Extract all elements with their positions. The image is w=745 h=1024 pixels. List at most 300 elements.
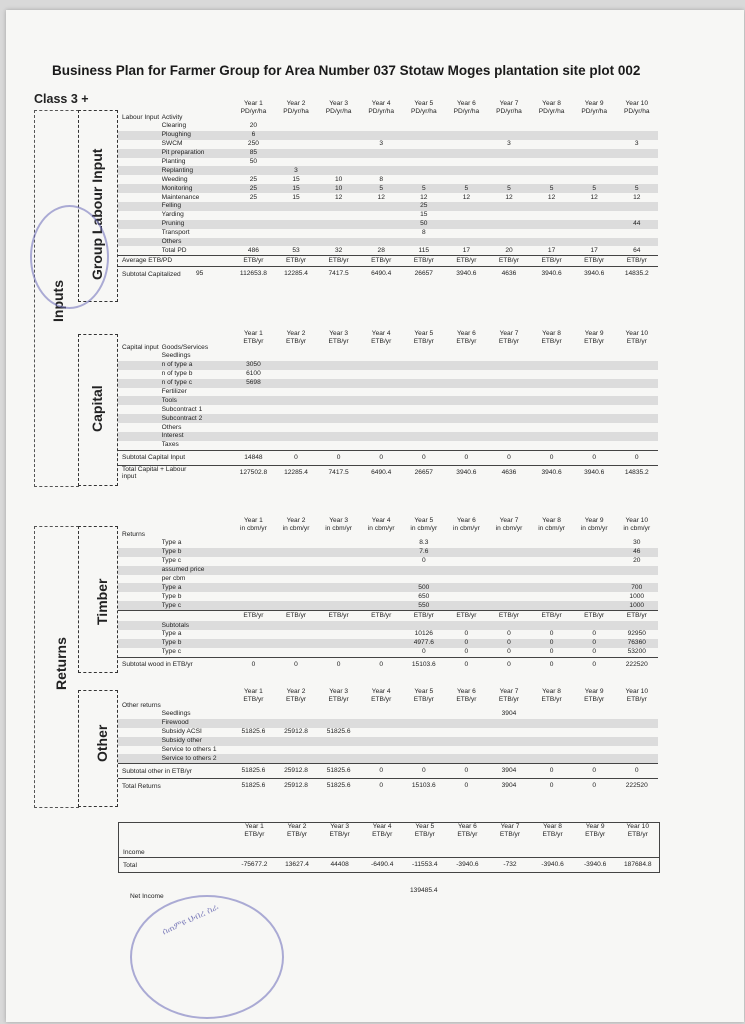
capital-total-row-cell: 7417.5 — [328, 468, 349, 476]
capital-input-table — [118, 330, 658, 480]
timber-row — [118, 583, 658, 592]
income-total-row-cell: -3940.6 — [456, 861, 479, 868]
capital-total-row-cell: 3940.6 — [541, 468, 562, 476]
labour-cell: 5 — [549, 184, 554, 192]
labour-subtotal-row — [118, 266, 658, 281]
unit-label: in cbm/yr — [623, 525, 651, 532]
timber-sub-cell: 0 — [421, 648, 426, 656]
year-label: Year 1 — [244, 517, 263, 524]
year-label: Year 2 — [286, 688, 306, 695]
income-total-row-cell: -732 — [503, 861, 517, 868]
unit-label: ETB/yr — [584, 338, 605, 345]
income-total-row-cell: -11553.4 — [412, 861, 438, 868]
labour-row — [118, 211, 658, 220]
timber-year-header — [445, 517, 488, 539]
timber-units-row-cell: ETB/yr — [371, 612, 392, 620]
timber-units-row-cell: ETB/yr — [541, 612, 562, 620]
timber-cell: 30 — [633, 539, 641, 547]
unit-label: PD/yr/ha — [240, 108, 267, 115]
year-label: Year 10 — [625, 330, 649, 337]
labour-average-row — [118, 255, 658, 266]
unit-label: ETB/yr — [498, 696, 520, 703]
net-income-value: 139485.4 — [410, 887, 438, 894]
year-label: Year 5 — [414, 100, 434, 107]
timber-cell: 1000 — [629, 601, 645, 609]
labour-row — [118, 149, 658, 158]
timber-sub-cell: 0 — [549, 648, 554, 656]
labour-cell: 12 — [547, 193, 556, 201]
labour-cell: 5 — [507, 184, 511, 192]
capital-subtotal-row-cell: 14848 — [244, 453, 263, 461]
timber-activity: assumed price — [161, 566, 205, 574]
other-corner-label: Other returns — [122, 702, 161, 709]
timber-cell: 700 — [631, 583, 643, 591]
capital-subtotal-row-cell: 0 — [507, 453, 511, 461]
labour-cell: 20 — [505, 246, 513, 254]
unit-label: PD/yr/ha — [623, 108, 650, 115]
labour-cell: 12 — [462, 193, 471, 201]
labour-activity-label: Activity — [161, 114, 183, 121]
capital-year-header — [317, 330, 360, 352]
other-row — [118, 710, 658, 719]
labour-cell: 3 — [379, 140, 384, 148]
timber-sub-cell: 0 — [592, 630, 596, 638]
year-label: Year 3 — [329, 688, 349, 695]
timber-year-header — [360, 517, 403, 539]
timber-subtotal-row-cell: 0 — [507, 660, 511, 668]
year-label: Year 9 — [585, 823, 605, 830]
labour-average-row-label: Average ETB/PD — [122, 257, 173, 265]
timber-units-row-cell: ETB/yr — [626, 612, 647, 620]
capital-cell: 6100 — [246, 370, 261, 378]
capital-subtotal-row-label: Subtotal Capital Input — [122, 454, 186, 462]
unit-label: ETB/yr — [329, 831, 350, 838]
unit-label: in cbm/yr — [538, 525, 565, 532]
labour-cell: 8 — [379, 175, 384, 183]
year-label: Year 8 — [543, 823, 562, 830]
other-subtotal-row-cell: 0 — [421, 767, 426, 775]
year-label: Year 5 — [414, 517, 434, 524]
capital-section-label: Capital — [89, 385, 105, 432]
other-year-header — [488, 688, 531, 710]
other-cell: 51825.6 — [241, 728, 266, 736]
labour-subtotal-row-cell: 3940.6 — [584, 270, 605, 278]
labour-cell: 6 — [251, 131, 256, 139]
capital-row — [118, 405, 658, 414]
other-total-row-cell: 15103.6 — [411, 782, 436, 790]
returns-section-label: Returns — [53, 637, 69, 690]
capital-total-row-cell: 14835.2 — [624, 468, 649, 476]
other-total-row-cell: 0 — [592, 782, 596, 790]
labour-cell: 25 — [249, 184, 258, 192]
labour-row — [118, 158, 658, 167]
timber-sub-cell: 0 — [549, 639, 554, 647]
labour-cell: 50 — [420, 220, 428, 228]
other-total-row-cell: 0 — [549, 782, 554, 790]
labour-year-header — [445, 100, 488, 122]
other-year-header — [275, 688, 318, 710]
year-label: Year 6 — [456, 330, 476, 337]
labour-year-header — [275, 100, 318, 122]
labour-cell: 28 — [377, 246, 385, 254]
income-year-header — [446, 823, 489, 857]
capital-activity: n of type c — [161, 379, 193, 387]
labour-row — [118, 202, 658, 211]
other-row — [118, 754, 658, 763]
timber-row — [118, 601, 658, 610]
timber-activity-label — [162, 517, 233, 539]
labour-cell: 15 — [292, 175, 300, 183]
other-subtotal-row-cell: 0 — [464, 767, 469, 775]
capital-total-row-cell: 3940.6 — [456, 468, 477, 476]
labour-year-header — [232, 100, 275, 122]
capital-row — [118, 352, 658, 361]
labour-row — [118, 220, 658, 229]
labour-cell: 5 — [592, 184, 596, 192]
capital-subtotal-row-cell: 0 — [634, 453, 639, 461]
unit-label: ETB/yr — [371, 696, 392, 703]
timber-activity: Type c — [161, 601, 182, 609]
other-cell: 51825.6 — [326, 728, 351, 736]
unit-label: PD/yr/ha — [325, 108, 352, 115]
timber-year-header — [488, 517, 531, 539]
other-activity: Subsidy ACSI — [161, 728, 202, 736]
income-year-header — [233, 823, 276, 857]
timber-cell: 20 — [633, 557, 641, 565]
timber-sub-cell: 4977.6 — [413, 639, 434, 647]
other-total-row-cell: 51825.6 — [326, 782, 351, 790]
other-subtotal-row-cell: 0 — [379, 767, 384, 775]
other-cell: 25912.8 — [284, 728, 308, 736]
labour-row — [118, 140, 658, 149]
labour-cell: 15 — [420, 211, 428, 219]
other-year-header — [317, 688, 360, 710]
year-label: Year 6 — [457, 823, 477, 830]
unit-label: in cbm/yr — [325, 525, 352, 532]
capital-year-header — [403, 330, 446, 352]
labour-activity: Felling — [161, 202, 182, 210]
timber-subtotal-row-cell: 15103.6 — [411, 660, 436, 668]
labour-row — [118, 122, 658, 131]
labour-subtotal-row-cell: 14835.2 — [624, 270, 649, 278]
capital-total-row-cell: 4636 — [501, 468, 517, 476]
timber-activity: Type b — [161, 592, 182, 600]
other-cell: 3904 — [501, 710, 517, 718]
other-year-header — [573, 688, 616, 710]
labour-year-header — [615, 100, 658, 122]
other-activity: Subsidy other — [161, 737, 202, 745]
capital-activity: Subcontract 1 — [161, 405, 203, 413]
other-header-row — [118, 688, 658, 710]
timber-sub-cell: 0 — [464, 630, 469, 638]
other-subtotal-row-cell: 3904 — [501, 767, 517, 775]
other-row — [118, 737, 658, 746]
unit-label: PD/yr/ha — [496, 108, 522, 115]
labour-activity: Maintenance — [161, 193, 200, 201]
timber-sub-cell: 0 — [464, 639, 469, 647]
unit-label: in cbm/yr — [580, 525, 608, 532]
labour-average-row-cell: ETB/yr — [328, 257, 349, 265]
year-label: Year 8 — [542, 688, 561, 695]
labour-activity: Weeding — [161, 175, 188, 183]
labour-year-header — [530, 100, 573, 122]
capital-row — [118, 432, 658, 441]
capital-corner-label: Capital input — [122, 344, 159, 351]
timber-sub-row — [118, 648, 658, 657]
labour-activity: Planting — [161, 158, 186, 165]
capital-subtotal-row-cell: 0 — [421, 453, 426, 461]
capital-header-row — [118, 330, 658, 352]
income-total-row-cell: 13627.4 — [285, 861, 309, 868]
timber-subtotal-row-cell: 222520 — [625, 660, 648, 668]
year-label: Year 5 — [414, 330, 434, 337]
labour-subtotal-row-cell: 26657 — [414, 270, 433, 278]
timber-sub-row — [118, 621, 658, 630]
timber-sub-row — [118, 630, 658, 639]
year-label: Year 2 — [286, 330, 306, 337]
labour-average-row-cell: ETB/yr — [584, 257, 605, 265]
unit-label: PD/yr/ha — [453, 108, 480, 115]
labour-cell: 50 — [249, 158, 258, 165]
net-income-label: Net Income — [130, 893, 164, 900]
other-total-row-cell: 222520 — [625, 782, 648, 790]
unit-label: ETB/yr — [371, 338, 392, 345]
capital-year-header — [488, 330, 531, 352]
labour-cell: 17 — [547, 246, 556, 254]
capital-activity: Subcontract 2 — [161, 414, 203, 422]
timber-year-header — [275, 517, 318, 539]
labour-cell: 250 — [247, 140, 259, 148]
year-label: Year 3 — [329, 330, 349, 337]
labour-cell: 12 — [633, 193, 641, 201]
labour-row — [118, 166, 658, 175]
capital-row — [118, 370, 658, 379]
year-label: Year 1 — [245, 823, 264, 830]
year-label: Year 2 — [287, 823, 307, 830]
labour-average-row-cell: ETB/yr — [243, 257, 264, 265]
income-year-header — [404, 823, 447, 857]
income-corner-label: Income — [123, 849, 145, 856]
labour-row — [118, 238, 658, 247]
other-year-header — [530, 688, 573, 710]
timber-activity: Type a — [161, 583, 182, 591]
other-year-header — [615, 688, 658, 710]
timber-year-header — [615, 517, 658, 539]
capital-activity: Seedlings — [161, 352, 191, 360]
labour-row — [118, 131, 658, 140]
year-label: Year 7 — [499, 330, 519, 337]
timber-row — [118, 557, 658, 566]
unit-label: ETB/yr — [244, 831, 265, 838]
labour-cell: 53 — [292, 246, 300, 254]
labour-cell: 85 — [249, 149, 258, 157]
unit-label: ETB/yr — [413, 338, 434, 345]
unit-label: ETB/yr — [498, 338, 520, 345]
year-label: Year 3 — [330, 823, 350, 830]
year-label: Year 8 — [542, 517, 561, 524]
other-subtotal-row-cell: 25912.8 — [284, 767, 308, 775]
timber-units-row-cell: ETB/yr — [328, 612, 349, 620]
other-activity: Service to others 1 — [161, 746, 217, 753]
income-year-header — [616, 823, 659, 857]
timber-year-header — [573, 517, 616, 539]
timber-sub-cell: 0 — [549, 630, 554, 638]
year-label: Year 8 — [542, 100, 561, 107]
labour-cell: 12 — [377, 193, 385, 201]
year-label: Year 6 — [456, 517, 476, 524]
timber-row — [118, 566, 658, 575]
capital-year-header — [615, 330, 658, 352]
income-year-header — [276, 823, 319, 857]
income-total-row-cell: -3940.6 — [541, 861, 564, 868]
unit-label: PD/yr/ha — [410, 108, 437, 115]
capital-activity: Others — [161, 423, 182, 431]
income-header-row — [119, 823, 659, 857]
income-year-header — [361, 823, 404, 857]
capital-total-row-cell: 26657 — [414, 468, 433, 476]
labour-cell: 17 — [462, 246, 471, 254]
timber-subtotal-row-label: Subtotal wood in ETB/yr — [122, 661, 193, 669]
income-table — [118, 822, 660, 873]
labour-cell: 5 — [634, 184, 639, 192]
timber-row — [118, 575, 658, 584]
other-year-header — [403, 688, 446, 710]
labour-subtotal-row-cell: 6490.4 — [371, 270, 392, 278]
unit-label: ETB/yr — [413, 696, 434, 703]
timber-cell: 7.6 — [419, 548, 429, 556]
labour-year-header — [360, 100, 403, 122]
timber-activity: Type a — [161, 539, 182, 547]
other-row — [118, 728, 658, 737]
unit-label: ETB/yr — [542, 831, 563, 838]
unit-label: ETB/yr — [541, 338, 562, 345]
unit-label: ETB/yr — [328, 338, 349, 345]
labour-average-row-cell: ETB/yr — [498, 257, 520, 265]
income-year-header — [318, 823, 361, 857]
income-total-row-cell: -6490.4 — [371, 861, 394, 868]
capital-year-header — [445, 330, 488, 352]
labour-subtotal-row-cell: 7417.5 — [328, 270, 349, 278]
capital-total-row — [118, 465, 658, 480]
timber-row — [118, 539, 658, 548]
unit-label: in cbm/yr — [240, 525, 267, 532]
timber-cell: 8.3 — [419, 539, 429, 547]
labour-cell: 115 — [418, 246, 430, 254]
capital-row — [118, 361, 658, 370]
other-total-row-cell: 0 — [379, 782, 384, 790]
labour-row — [118, 184, 658, 193]
timber-sub-cell: 76360 — [627, 639, 646, 647]
labour-cell: 3 — [294, 166, 298, 174]
capital-year-header — [232, 330, 275, 352]
other-total-row-cell: 51825.6 — [241, 782, 266, 790]
income-total-row-cell: 44408 — [330, 861, 349, 868]
other-subtotal-row-label: Subtotal other in ETB/yr — [122, 767, 193, 775]
capital-row — [118, 423, 658, 432]
capital-subtotal-row-cell: 0 — [379, 453, 384, 461]
timber-sub-cell: 10126 — [414, 630, 433, 638]
labour-activity: Clearing — [161, 122, 187, 130]
other-subtotal-row-cell: 0 — [592, 767, 596, 775]
capital-total-row-cell: 12285.4 — [284, 468, 308, 476]
labour-row — [118, 193, 658, 202]
year-label: Year 4 — [372, 823, 392, 830]
unit-label: ETB/yr — [499, 831, 521, 838]
labour-cell: 5 — [464, 184, 469, 192]
capital-row — [118, 379, 658, 388]
labour-cell: 20 — [249, 122, 258, 130]
labour-header-row — [118, 100, 658, 122]
labour-cell: 10 — [334, 184, 343, 192]
year-label: Year 3 — [329, 100, 349, 107]
year-label: Year 6 — [456, 688, 476, 695]
year-label: Year 2 — [286, 517, 306, 524]
other-total-row-cell: 25912.8 — [284, 782, 308, 790]
year-label: Year 2 — [286, 100, 306, 107]
labour-activity: SWCM — [161, 140, 183, 148]
labour-cell: 3 — [507, 140, 511, 148]
labour-cell: 486 — [247, 246, 259, 254]
labour-activity: Others — [161, 238, 182, 246]
labour-cell: 8 — [421, 229, 426, 237]
year-label: Year 1 — [244, 100, 263, 107]
labour-subtotal-row-cell: 3940.6 — [541, 270, 562, 278]
timber-subtotal-row — [118, 657, 658, 672]
unit-label: ETB/yr — [285, 696, 307, 703]
timber-sub-activity: Type a — [161, 630, 182, 638]
timber-cell: 550 — [418, 601, 430, 609]
labour-average-row-cell: ETB/yr — [541, 257, 562, 265]
labour-cell: 15 — [292, 193, 300, 201]
labour-cell: 15 — [292, 184, 300, 192]
capital-activity: Interest — [161, 432, 184, 440]
labour-cell: 64 — [633, 246, 641, 254]
capital-activity: Tools — [161, 396, 177, 404]
labour-corner-label: Labour Input — [122, 114, 160, 121]
timber-header-row — [118, 517, 658, 539]
class-label: Class 3 + — [34, 92, 89, 106]
year-label: Year 8 — [542, 330, 561, 337]
income-total-row-cell: 187684.8 — [624, 861, 652, 868]
labour-cell: 25 — [420, 202, 428, 210]
unit-label: ETB/yr — [626, 696, 647, 703]
labour-average-row-cell: ETB/yr — [413, 257, 434, 265]
other-total-row-cell: 3904 — [501, 782, 517, 790]
other-total-row-label: Total Returns — [122, 782, 161, 790]
timber-returns-table — [118, 517, 658, 672]
capital-year-header — [360, 330, 403, 352]
labour-activity: Monitoring — [161, 184, 193, 192]
timber-subtotal-row-cell: 0 — [464, 660, 469, 668]
timber-sub-cell: 0 — [507, 648, 511, 656]
year-label: Year 7 — [500, 823, 520, 830]
year-label: Year 9 — [584, 517, 604, 524]
timber-units-row-cell: ETB/yr — [584, 612, 605, 620]
unit-label: ETB/yr — [372, 831, 393, 838]
labour-year-header — [488, 100, 531, 122]
labour-subtotal-row-extra: 95 — [195, 270, 204, 278]
labour-subtotal-row-cell: 4636 — [501, 270, 517, 278]
capital-activity: Taxes — [161, 441, 179, 449]
other-subtotal-row-cell: 0 — [549, 767, 554, 775]
unit-label: in cbm/yr — [453, 525, 480, 532]
unit-label: ETB/yr — [285, 338, 307, 345]
capital-year-header — [530, 330, 573, 352]
year-label: Year 4 — [371, 330, 391, 337]
other-year-header — [360, 688, 403, 710]
labour-subtotal-row-cell: 112653.8 — [239, 270, 267, 278]
capital-subtotal-row-cell: 0 — [294, 453, 298, 461]
